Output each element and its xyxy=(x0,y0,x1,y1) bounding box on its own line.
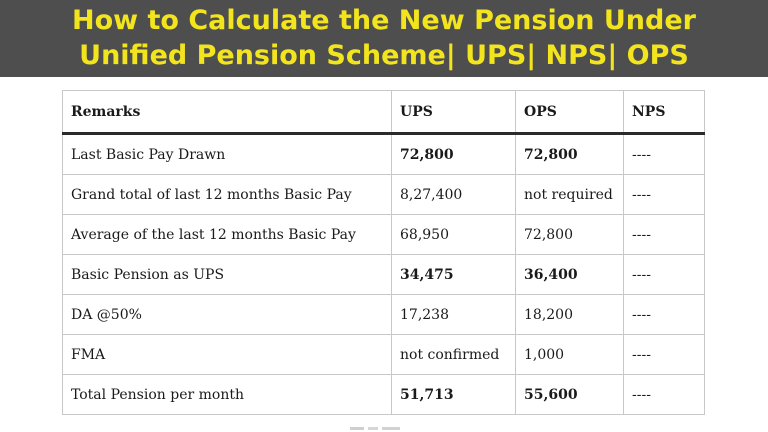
table-header xyxy=(63,91,705,134)
table-row xyxy=(63,335,705,375)
table-row xyxy=(63,295,705,335)
ups-cell: 51,713 xyxy=(392,375,516,415)
remark-cell: Total Pension per month xyxy=(63,375,392,415)
ups-cell: not confirmed xyxy=(392,335,516,375)
header-row xyxy=(63,91,705,134)
ops-cell: 72,800 xyxy=(516,215,624,255)
header-ups: UPS xyxy=(392,91,516,134)
ops-cell: 72,800 xyxy=(516,134,624,175)
title-banner xyxy=(0,0,768,77)
nps-cell: ---- xyxy=(624,335,705,375)
nps-cell: ---- xyxy=(624,134,705,175)
table-row xyxy=(63,255,705,295)
table-row xyxy=(63,134,705,175)
table-row xyxy=(63,215,705,255)
remark-cell: FMA xyxy=(63,335,392,375)
header-remarks: Remarks xyxy=(63,91,392,134)
nps-cell: ---- xyxy=(624,255,705,295)
header-nps: NPS xyxy=(624,91,705,134)
faint-caption-fragment xyxy=(350,424,410,432)
title-line-1: How to Calculate the New Pension Under xyxy=(72,5,696,36)
ops-cell: not required xyxy=(516,175,624,215)
nps-cell: ---- xyxy=(624,295,705,335)
ops-cell: 1,000 xyxy=(516,335,624,375)
nps-cell: ---- xyxy=(624,175,705,215)
ops-cell: 18,200 xyxy=(516,295,624,335)
ups-cell: 72,800 xyxy=(392,134,516,175)
remark-cell: Average of the last 12 months Basic Pay xyxy=(63,215,392,255)
pension-comparison-table xyxy=(62,90,705,415)
nps-cell: ---- xyxy=(624,215,705,255)
table-row xyxy=(63,375,705,415)
remark-cell: DA @50% xyxy=(63,295,392,335)
ops-cell: 36,400 xyxy=(516,255,624,295)
ops-cell: 55,600 xyxy=(516,375,624,415)
ups-cell: 8,27,400 xyxy=(392,175,516,215)
ups-cell: 68,950 xyxy=(392,215,516,255)
remark-cell: Grand total of last 12 months Basic Pay xyxy=(63,175,392,215)
nps-cell: ---- xyxy=(624,375,705,415)
title-line-2: Unified Pension Scheme| UPS| NPS| OPS xyxy=(79,40,689,71)
header-ops: OPS xyxy=(516,91,624,134)
ups-cell: 34,475 xyxy=(392,255,516,295)
remark-cell: Last Basic Pay Drawn xyxy=(63,134,392,175)
table-row xyxy=(63,175,705,215)
ups-cell: 17,238 xyxy=(392,295,516,335)
remark-cell: Basic Pension as UPS xyxy=(63,255,392,295)
